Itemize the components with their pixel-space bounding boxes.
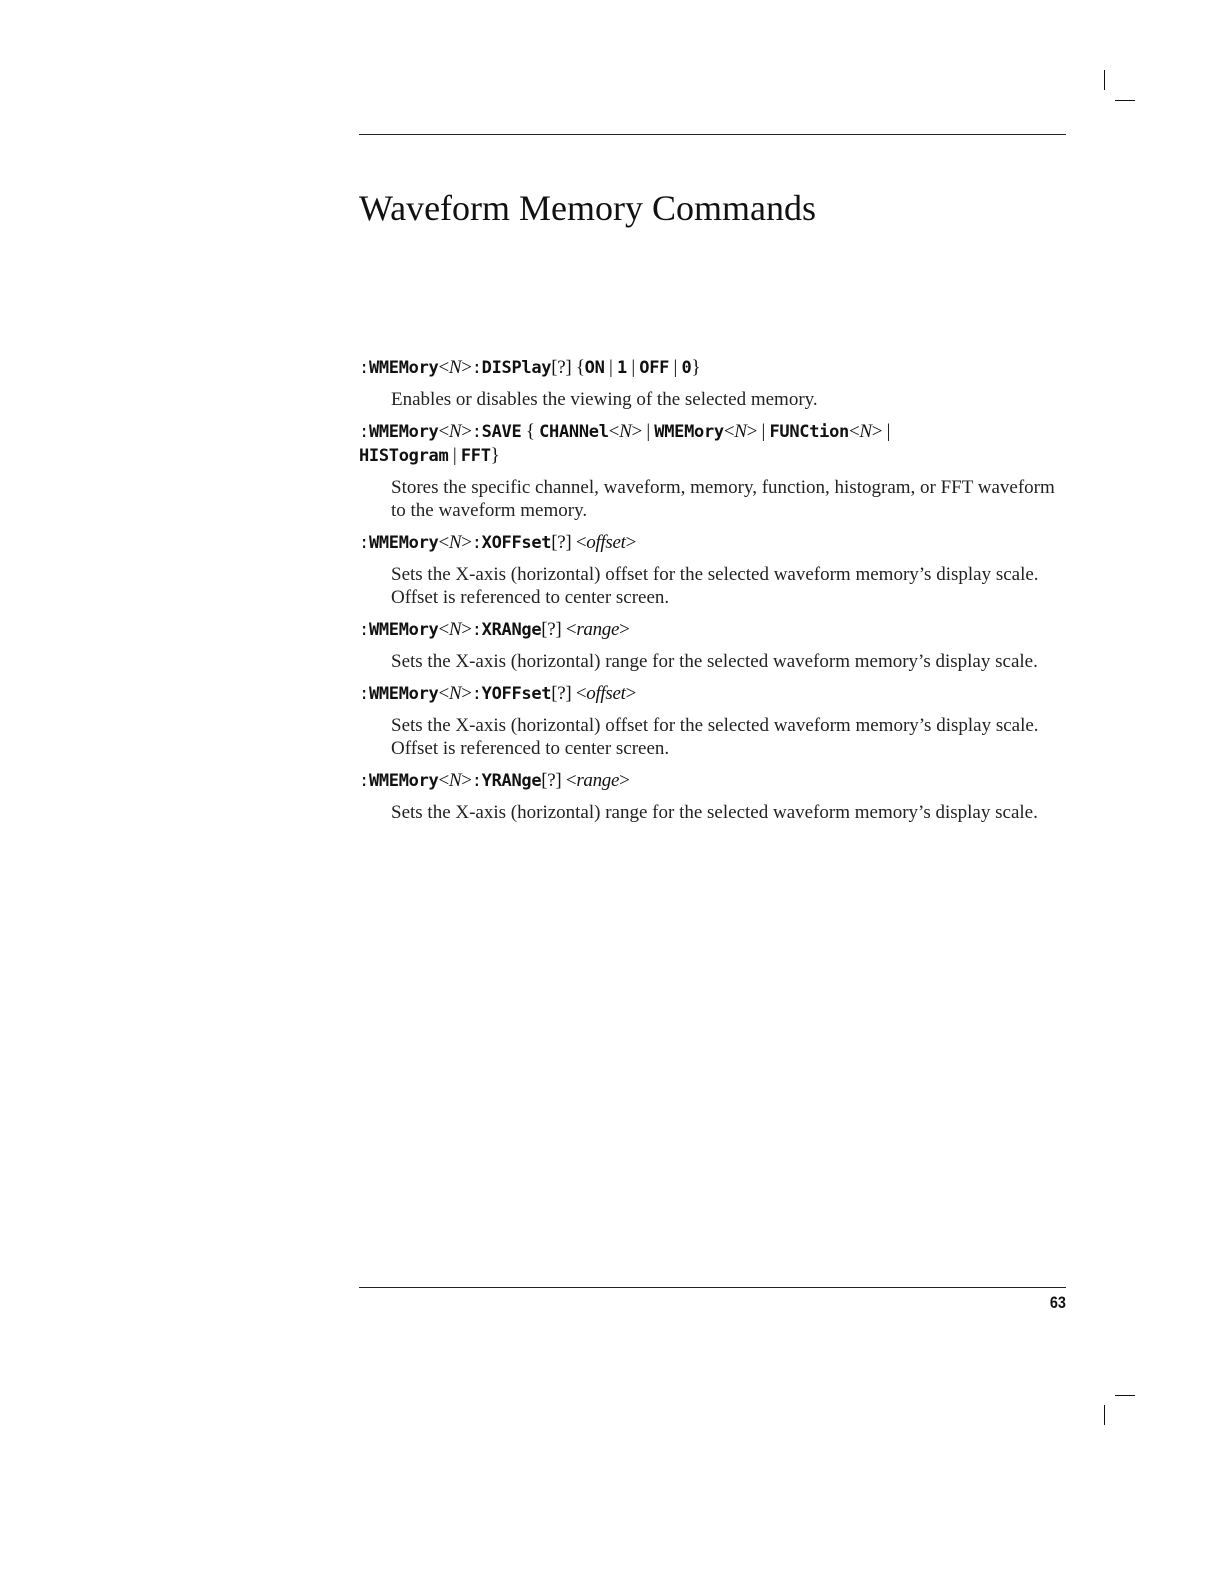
syntax-parameter: N [448,619,462,640]
syntax-keyword: WMEMory [368,422,439,442]
syntax-keyword: XOFFset [481,533,552,553]
syntax-parameter: N [448,421,462,442]
syntax-part: > [625,683,637,704]
command-syntax-yoffset [359,682,1059,706]
syntax-part: | [669,357,682,378]
syntax-part: [?] < [551,532,587,553]
syntax-keyword: WMEMory [368,684,439,704]
crop-mark-top-horizontal [1115,100,1135,101]
command-syntax-xrange [359,618,1059,642]
syntax-part: < [438,357,449,378]
syntax-part: > | [631,421,655,442]
syntax-keyword: CHANNel [539,422,609,442]
page-number: 63 [1049,1293,1066,1312]
syntax-part: : [359,422,369,442]
syntax-parameter: N [859,421,872,442]
syntax-part: > [619,770,630,791]
syntax-part: > [619,619,630,640]
page-title: Waveform Memory Commands [359,188,817,228]
syntax-keyword: WMEMory [368,358,439,378]
syntax-parameter: range [576,619,620,640]
syntax-part: : [471,684,482,704]
syntax-part: > | [871,421,891,442]
syntax-part: > [461,619,472,640]
syntax-keyword: WMEMory [654,422,724,442]
command-list [359,356,1059,833]
syntax-part: : [359,771,369,791]
syntax-part: < [848,421,860,442]
syntax-part: > [461,683,472,704]
syntax-parameter: range [576,770,620,791]
crop-mark-bottom-vertical [1104,1405,1105,1425]
syntax-keyword: 0 [681,358,692,378]
syntax-parameter: offset [586,683,626,704]
syntax-part: > [461,421,472,442]
syntax-keyword: HISTogram [359,446,449,466]
command-description: Sets the X-axis (horizontal) range for the selected waveform memory’s display scale. [391,651,1038,672]
syntax-part: > [625,532,637,553]
syntax-part: [?] < [551,683,587,704]
syntax-keyword: YOFFset [481,684,552,704]
syntax-keyword: XRANge [481,620,542,640]
syntax-part: < [438,619,449,640]
command-description: Sets the X-axis (horizontal) range for the selected waveform memory’s display scale. [391,802,1038,823]
syntax-part: } [691,357,701,378]
command-syntax-yrange [359,769,1059,793]
syntax-part: } [490,445,500,466]
command-syntax-save [359,420,1059,468]
syntax-part: | [448,445,461,466]
syntax-part: | [626,357,640,378]
syntax-part: [?] < [541,770,577,791]
syntax-keyword: FUNCtion [769,422,849,442]
syntax-part: > [461,770,472,791]
header-rule [359,134,1066,135]
syntax-part: : [471,620,482,640]
syntax-part: : [471,533,482,553]
command-description: Stores the specific channel, waveform, memory, function, histogram, or FFT waveform to the waveform memory. [391,477,1055,521]
syntax-keyword: FFT [460,446,491,466]
crop-mark-top-vertical [1104,70,1105,90]
syntax-parameter: N [448,532,462,553]
command-syntax-xoffset [359,531,1059,555]
syntax-keyword: 1 [616,358,627,378]
syntax-part: : [359,358,369,378]
syntax-part: > [461,357,472,378]
syntax-part: < [608,421,620,442]
syntax-keyword: YRANge [481,771,542,791]
syntax-keyword: WMEMory [368,620,439,640]
syntax-part: [?] { [551,357,585,378]
command-description: Sets the X-axis (horizontal) offset for the selected waveform memory’s display scale. Offset is referenced to center screen. [391,564,1039,608]
syntax-part: [?] < [541,619,577,640]
syntax-parameter: offset [586,532,626,553]
syntax-part: > | [746,421,770,442]
syntax-part: : [359,620,369,640]
syntax-keyword: DISPlay [481,358,552,378]
syntax-keyword: WMEMory [368,533,439,553]
syntax-part: < [438,770,449,791]
syntax-parameter: N [448,770,462,791]
syntax-part: : [471,422,482,442]
syntax-keyword: WMEMory [368,771,439,791]
command-syntax-display [359,356,1059,380]
syntax-part: | [604,357,617,378]
syntax-parameter: N [448,357,462,378]
syntax-part: > [461,532,472,553]
syntax-part: : [359,533,369,553]
syntax-keyword: ON [584,358,605,378]
syntax-part: < [438,421,449,442]
syntax-keyword: OFF [639,358,670,378]
syntax-part: < [438,683,449,704]
syntax-part: : [471,358,482,378]
syntax-part: < [723,421,735,442]
syntax-parameter: N [619,421,632,442]
syntax-part: { [521,421,540,442]
syntax-keyword: SAVE [481,422,522,442]
footer-rule [359,1287,1066,1288]
syntax-part: : [359,684,369,704]
syntax-part: : [471,771,482,791]
syntax-part: < [438,532,449,553]
command-description: Enables or disables the viewing of the selected memory. [391,389,818,410]
syntax-parameter: N [448,683,462,704]
command-description: Sets the X-axis (horizontal) offset for the selected waveform memory’s display scale. Offset is referenced to center screen. [391,715,1039,759]
syntax-parameter: N [734,421,747,442]
crop-mark-bottom-horizontal [1115,1395,1135,1396]
